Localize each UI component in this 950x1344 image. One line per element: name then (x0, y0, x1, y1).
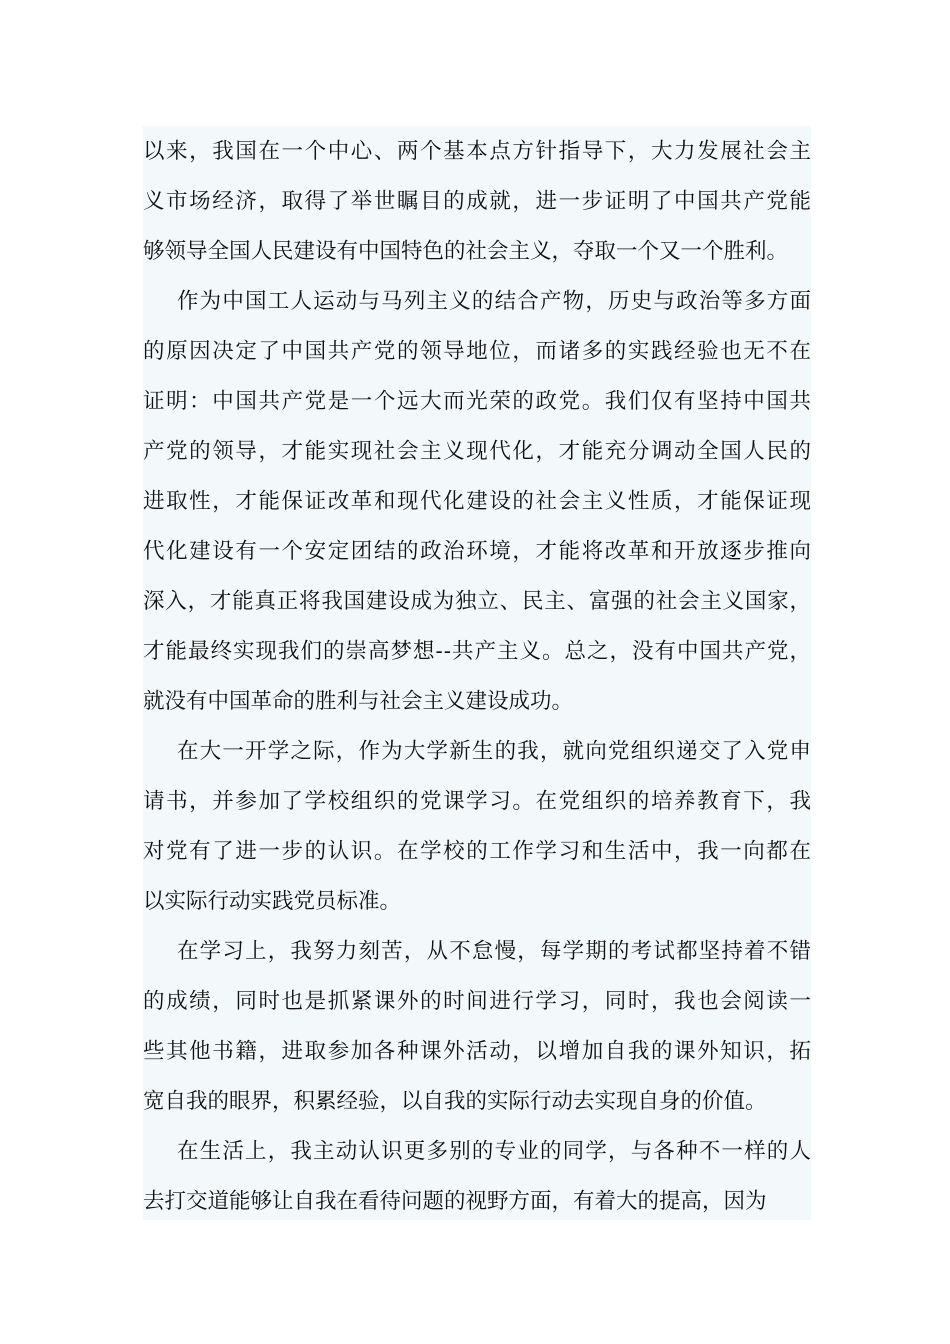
paragraph-line: 以来，我国在一个中心、两个基本点方针指导下，大力发展社会主 (143, 139, 813, 164)
text-body (143, 126, 811, 1220)
paragraph-first-line: 在大一开学之际，作为大学新生的我，就向党组织递交了入党申 (177, 739, 813, 764)
paragraph-line: 去打交道能够让自我在看待问题的视野方面，有着大的提高，因为 (143, 1189, 767, 1214)
paragraph-line: 些其他书籍，进取参加各种课外活动，以增加自我的课外知识，拓 (143, 1039, 813, 1064)
paragraph-line: 产党的领导，才能实现社会主义现代化，才能充分调动全国人民的 (143, 439, 813, 464)
paragraph-first-line: 在学习上，我努力刻苦，从不怠慢，每学期的考试都坚持着不错 (177, 939, 813, 964)
paragraph-line: 请书，并参加了学校组织的党课学习。在党组织的培养教育下，我 (143, 789, 813, 814)
paragraph-first-line: 作为中国工人运动与马列主义的结合产物，历史与政治等多方面 (177, 289, 813, 314)
paragraph-line: 对党有了进一步的认识。在学校的工作学习和生活中，我一向都在 (143, 839, 813, 864)
paragraph-first-line: 在生活上，我主动认识更多别的专业的同学，与各种不一样的人 (177, 1139, 813, 1164)
paragraph-line: 就没有中国革命的胜利与社会主义建设成功。 (143, 689, 574, 714)
paragraph-line: 宽自我的眼界，积累经验，以自我的实际行动去实现自身的价值。 (143, 1089, 767, 1114)
paragraph-line: 深入，才能真正将我国建设成为独立、民主、富强的社会主义国家， (143, 589, 812, 614)
paragraph-line: 才能最终实现我们的崇高梦想--共产主义。总之，没有中国共产党， (143, 639, 812, 664)
paragraph-line: 代化建设有一个安定团结的政治环境，才能将改革和开放逐步推向 (143, 539, 813, 564)
paragraph-line: 义市场经济，取得了举世瞩目的成就，进一步证明了中国共产党能 (143, 189, 813, 214)
paragraph-line: 的成绩，同时也是抓紧课外的时间进行学习，同时，我也会阅读一 (143, 989, 813, 1014)
paragraph-line: 够领导全国人民建设有中国特色的社会主义，夺取一个又一个胜利。 (143, 239, 789, 264)
paragraph-line: 证明：中国共产党是一个远大而光荣的政党。我们仅有坚持中国共 (143, 389, 813, 414)
paragraph-line: 的原因决定了中国共产党的领导地位，而诸多的实践经验也无不在 (143, 339, 813, 364)
paragraph-line: 以实际行动实践党员标准。 (143, 889, 402, 914)
paragraph-line: 进取性，才能保证改革和现代化建设的社会主义性质，才能保证现 (143, 489, 813, 514)
